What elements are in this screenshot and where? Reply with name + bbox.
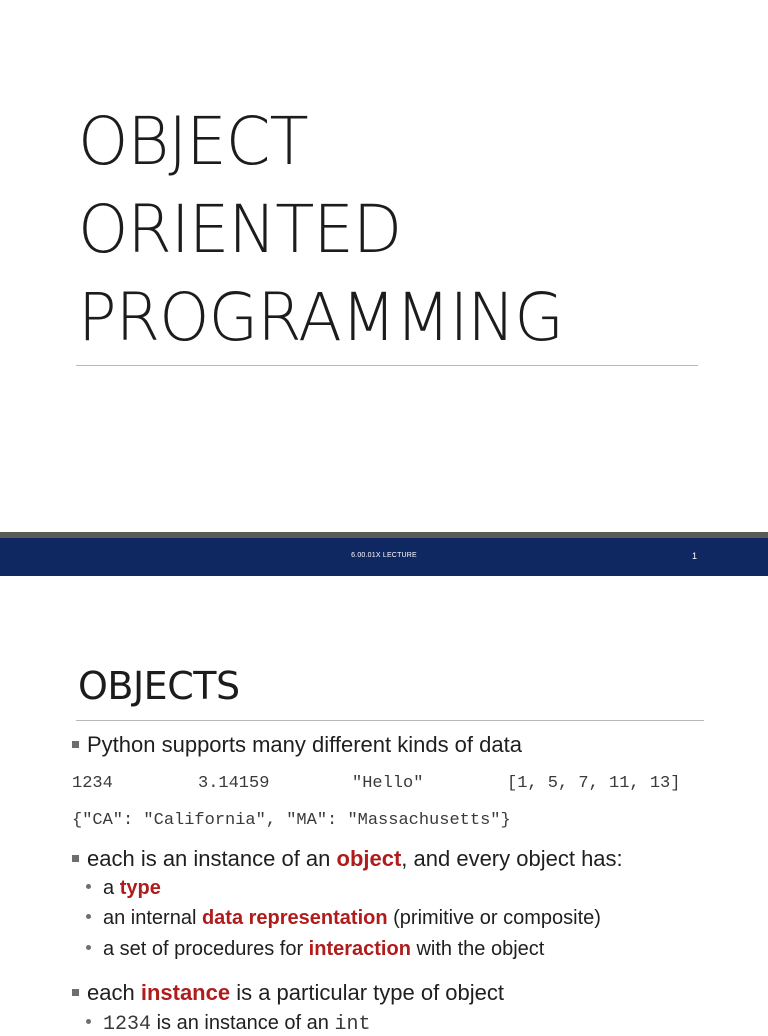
code-example-line-2: {"CA": "California", "MA": "Massachusetts"} (72, 811, 511, 830)
slide-title: OBJECTS (78, 664, 240, 708)
title-line-2: ORIENTED (78, 191, 402, 268)
round-bullet-icon (86, 914, 91, 919)
code-float: 3.14159 (198, 774, 270, 793)
code-int: 1234 (72, 774, 113, 793)
round-bullet-icon (86, 1019, 91, 1024)
title-line-1: OBJECT (78, 103, 308, 180)
footer-lecture-label: 6.00.01X LECTURE (351, 552, 417, 559)
slide-title (78, 98, 578, 362)
objects-slide (0, 576, 768, 1036)
slide-number: 1 (692, 551, 698, 561)
sub-bullet-data-representation: an internal data representation (primitive or composite) (86, 907, 601, 930)
sub-bullet-interaction: a set of procedures for interaction with the object (86, 938, 544, 961)
round-bullet-icon (86, 945, 91, 950)
square-bullet-icon (72, 741, 79, 748)
square-bullet-icon (72, 989, 79, 996)
bullet-data-kinds: Python supports many different kinds of data (72, 732, 522, 758)
sub-bullet-type: a type (86, 877, 161, 900)
square-bullet-icon (72, 855, 79, 862)
sub-bullet-int-instance: 1234 is an instance of an int (86, 1012, 370, 1036)
bullet-instance-of-object: each is an instance of an object, and every object has: (72, 846, 623, 872)
round-bullet-icon (86, 884, 91, 889)
slide-footer (0, 538, 768, 576)
code-string: "Hello" (352, 774, 424, 793)
title-divider (76, 720, 704, 721)
bullet-particular-type: each instance is a particular type of object (72, 980, 504, 1006)
title-line-3: PROGRAMMING (78, 279, 563, 356)
code-list: [1, 5, 7, 11, 13] (507, 774, 681, 793)
title-divider (76, 365, 698, 366)
